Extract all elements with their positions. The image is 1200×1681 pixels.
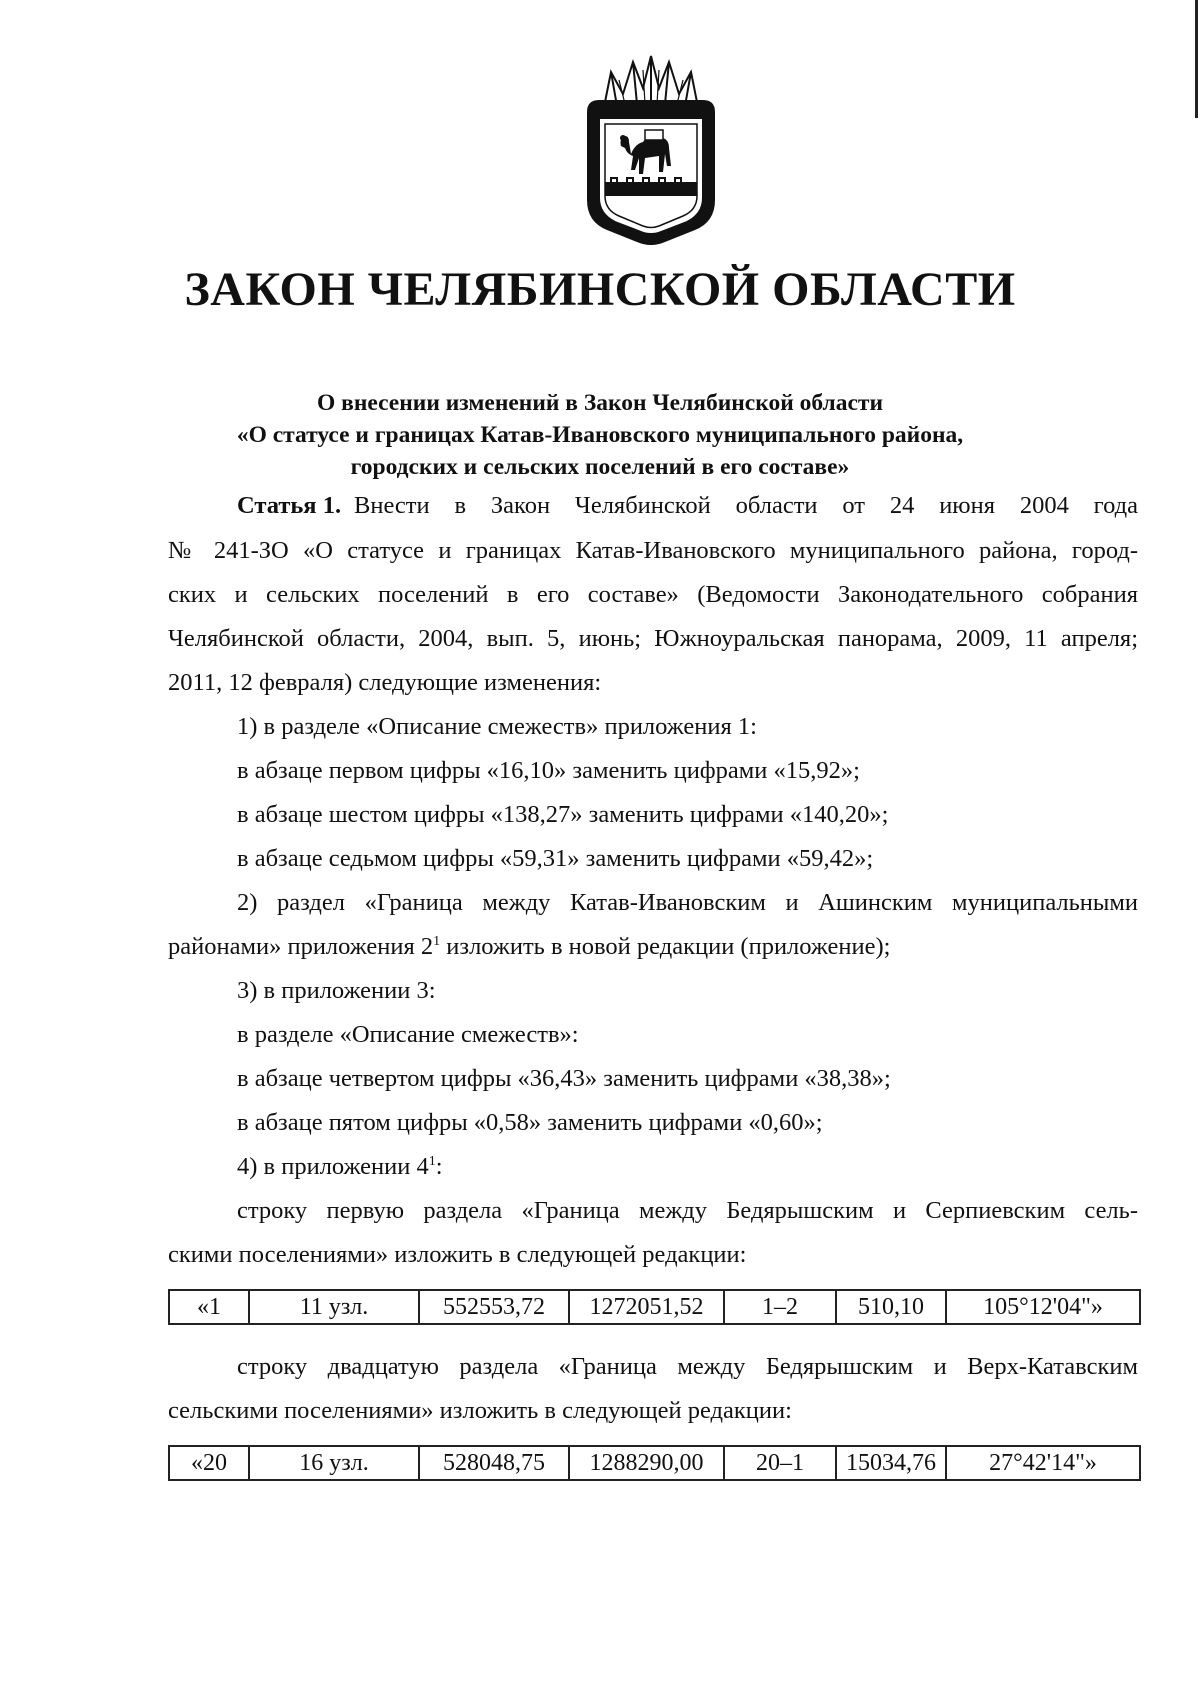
table-cell: 105°12'04"» (946, 1290, 1140, 1324)
table-row (169, 1446, 1140, 1480)
superscript: 1 (433, 933, 441, 949)
text-line: в абзаце первом цифры «16,10» заменить цифрами «15,92»; (237, 757, 860, 784)
text-run: 4) в приложении 4 (237, 1153, 429, 1180)
text-line: в абзаце шестом цифры «138,27» заменить цифрами «140,20»; (237, 801, 889, 828)
coordinates-table (168, 1289, 1141, 1325)
table-cell: 1–2 (724, 1290, 836, 1324)
table-cell: «20 (169, 1446, 249, 1480)
table-row (169, 1290, 1140, 1324)
text-run: изложить в новой редакции (приложение); (440, 933, 891, 960)
table-cell: 528048,75 (419, 1446, 569, 1480)
text-line: 2) раздел «Граница между Катав-Ивановским и Ашинским муниципальными (237, 889, 1138, 916)
text-line: в абзаце пятом цифры «0,58» заменить цифрами «0,60»; (237, 1109, 823, 1136)
text-line: № 241-ЗО «О статусе и границах Катав-Ивановского муниципального района, город- (168, 537, 1138, 564)
text-line: ских и сельских поселений в его составе» (Ведомости Законодательного собрания (168, 581, 1138, 608)
scan-edge-line (1195, 0, 1198, 118)
subtitle-line: городских и сельских поселений в его составе» (350, 454, 850, 480)
table-cell: 15034,76 (836, 1446, 946, 1480)
text-line: 1) в разделе «Описание смежеств» приложения 1: (237, 713, 757, 740)
text-line: в абзаце седьмом цифры «59,31» заменить цифрами «59,42»; (237, 845, 874, 872)
text-line: скими поселениями» изложить в следующей редакции: (168, 1241, 747, 1268)
text-line: строку первую раздела «Граница между Бедярышским и Серпиевским сель- (237, 1197, 1138, 1224)
subtitle-line: «О статусе и границах Катав-Ивановского муниципального района, (236, 422, 964, 448)
table-cell: 27°42'14"» (946, 1446, 1140, 1480)
article-first-line (237, 492, 341, 520)
text-line: 2011, 12 февраля) следующие изменения: (168, 669, 602, 696)
superscript: 1 (428, 1153, 436, 1169)
text-line: в разделе «Описание смежеств»: (237, 1021, 579, 1048)
table-cell: 1288290,00 (569, 1446, 724, 1480)
coordinates-table (168, 1445, 1141, 1481)
table-cell: 552553,72 (419, 1290, 569, 1324)
table-cell: 1272051,52 (569, 1290, 724, 1324)
text-run: : (435, 1153, 443, 1180)
article-label: Статья 1. (237, 492, 342, 519)
text-line: сельскими поселениями» изложить в следующей редакции: (168, 1397, 792, 1424)
text-run: районами» приложения 2 (168, 933, 434, 960)
table-cell: 20–1 (724, 1446, 836, 1480)
text-line (237, 1153, 443, 1181)
law-title: ЗАКОН ЧЕЛЯБИНСКОЙ ОБЛАСТИ (184, 263, 1016, 316)
table-cell: 11 узл. (249, 1290, 419, 1324)
law-subtitle (0, 387, 1200, 483)
table-cell: 16 узл. (249, 1446, 419, 1480)
text-line: Челябинской области, 2004, вып. 5, июнь; Южноуральская панорама, 2009, 11 апреля; (168, 625, 1138, 652)
text-line (168, 933, 890, 961)
text-line: строку двадцатую раздела «Граница между Бедярышским и Верх-Катавским (237, 1353, 1138, 1380)
text-line: 3) в приложении 3: (237, 977, 436, 1004)
subtitle-line: О внесении изменений в Закон Челябинской области (316, 390, 883, 416)
text-line: Внести в Закон Челябинской области от 24 июня 2004 года (354, 492, 1138, 519)
table-cell: «1 (169, 1290, 249, 1324)
coat-of-arms-emblem (575, 50, 727, 250)
table-cell: 510,10 (836, 1290, 946, 1324)
text-line: в абзаце четвертом цифры «36,43» заменить цифрами «38,38»; (237, 1065, 891, 1092)
